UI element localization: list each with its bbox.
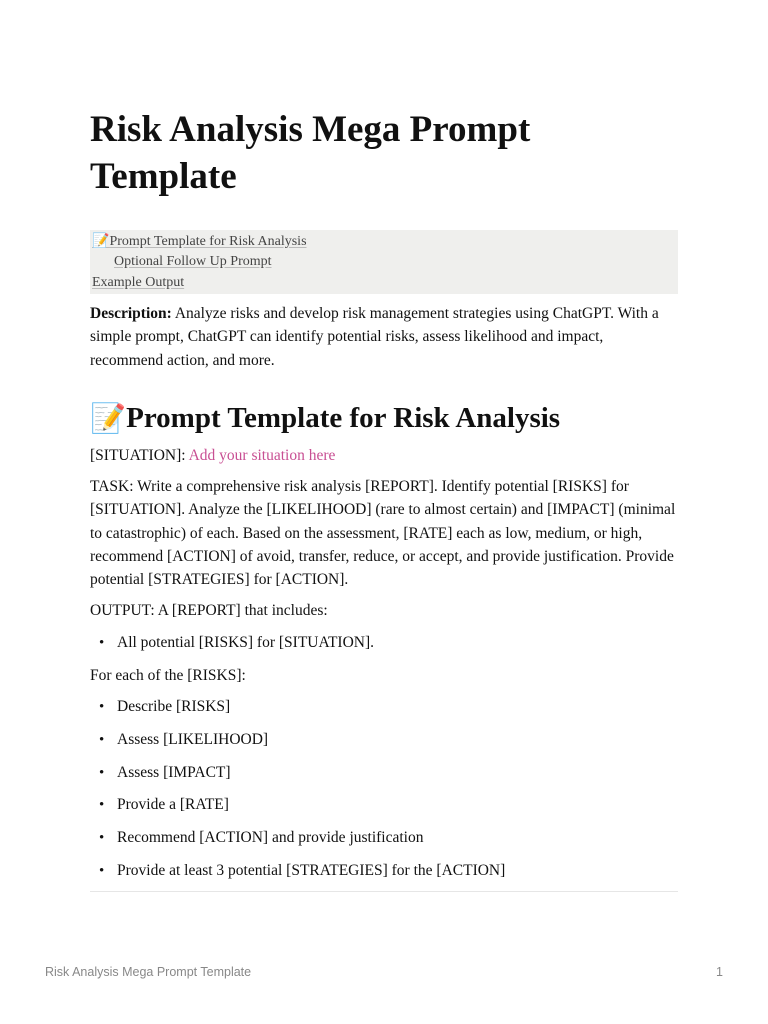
footer-doc-title: Risk Analysis Mega Prompt Template [45, 965, 252, 979]
description-text: Analyze risks and develop risk management strategies using ChatGPT. With a simple prompt, ChatGPT can identify potential risks, assess likelihood and impact, recommend action, and more. [90, 305, 659, 369]
per-risk-list [90, 696, 678, 882]
situation-label: [SITUATION]: [90, 447, 189, 464]
memo-icon: 📝 [92, 233, 110, 249]
section-heading-text: Prompt Template for Risk Analysis [126, 402, 561, 434]
list-item: • Assess [LIKELIHOOD] [90, 729, 678, 751]
list-item: • Recommend [ACTION] and provide justification [90, 827, 678, 849]
footer-page-number: 1 [716, 965, 723, 979]
toc-link-follow-up-prompt[interactable]: Optional Follow Up Prompt [114, 254, 272, 269]
situation-line [90, 444, 678, 467]
memo-icon: 📝 [90, 401, 127, 435]
list-item: • Provide a [RATE] [90, 794, 678, 816]
table-of-contents [90, 230, 678, 294]
toc-link-prompt-template[interactable] [92, 231, 307, 252]
situation-placeholder: Add your situation here [188, 447, 336, 464]
list-item: • Describe [RISKS] [90, 696, 678, 718]
list-item: • Provide at least 3 potential [STRATEGIES] for the [ACTION] [90, 860, 678, 882]
section-heading [90, 398, 560, 438]
page-title: Risk Analysis Mega Prompt Template [90, 109, 531, 197]
task-paragraph: TASK: Write a comprehensive risk analysis [REPORT]. Identify potential [RISKS] for [SITUATION]. Analyze the [LIKELIHOOD] (rare to almost certain) and [IMPACT] (minimal to catastrophic) of each. Based on the assessment, [RATE] each as low, medium, or high, recommend [ACTION] of avoid, transfer, reduce, or accept, and provide justification. Provide potential [STRATEGIES] for [ACTION]. [90, 478, 676, 589]
toc-link-label: Prompt Template for Risk Analysis [109, 234, 307, 249]
description-label: Description: [90, 305, 172, 322]
list-item: • All potential [RISKS] for [SITUATION]. [90, 632, 678, 654]
list-item: • Assess [IMPACT] [90, 762, 678, 784]
output-intro: OUTPUT: A [REPORT] that includes: [90, 602, 328, 619]
output-list [90, 632, 678, 654]
toc-link-example-output[interactable]: Example Output [92, 275, 185, 290]
divider [90, 891, 678, 892]
description-paragraph [90, 302, 678, 372]
per-risk-intro: For each of the [RISKS]: [90, 667, 246, 684]
